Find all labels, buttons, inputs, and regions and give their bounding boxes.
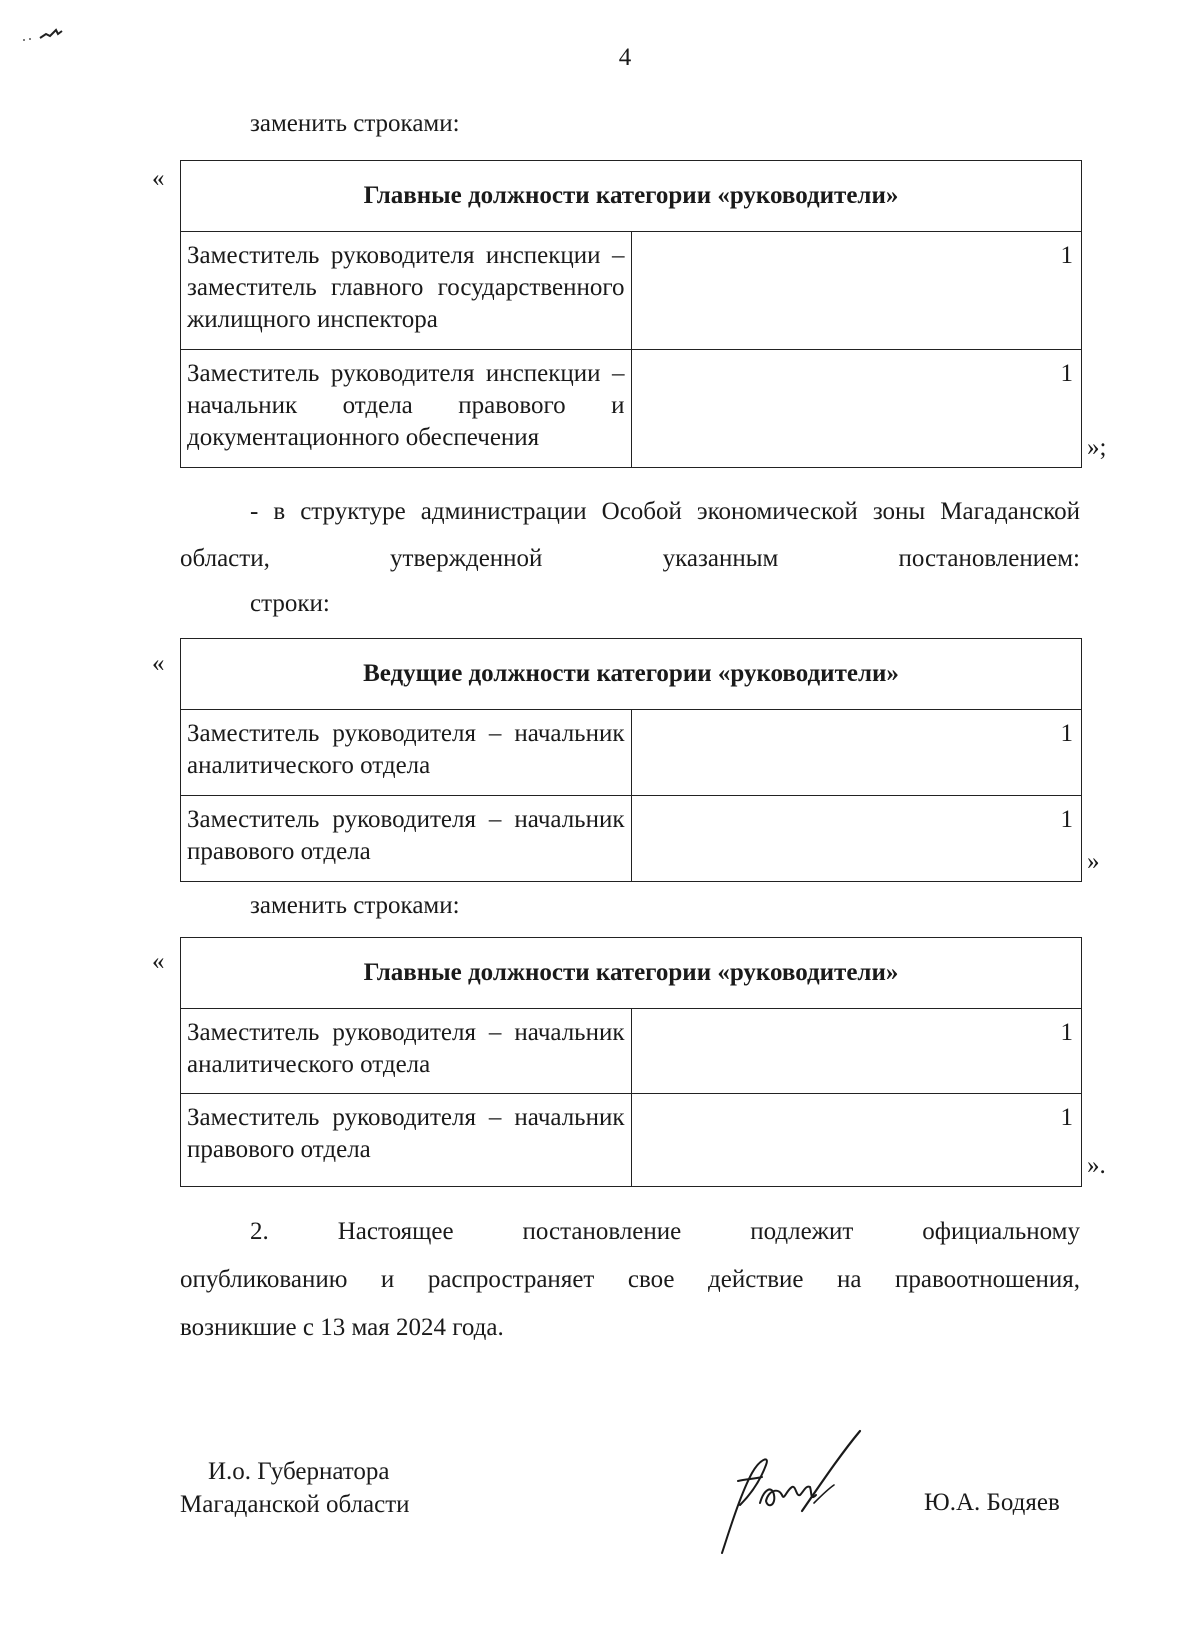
signatory-title	[180, 1455, 410, 1521]
table-header: Главные должности категории «руководители»	[181, 161, 1082, 232]
table-row	[181, 350, 1082, 468]
quote-open-1: «	[152, 165, 165, 192]
page-number: 4	[618, 44, 632, 71]
clause-2-line1: 2. Настоящее постановление подлежит официальному	[250, 1218, 1080, 1245]
table-header: Ведущие должности категории «руководители»	[181, 639, 1082, 710]
position-count: 1	[631, 232, 1082, 350]
position-name: Заместитель руководителя – начальник аналитического отдела	[181, 1009, 632, 1094]
position-count: 1	[631, 710, 1082, 796]
intro-lines: строки:	[250, 590, 330, 617]
table-row	[181, 710, 1082, 796]
table-header: Главные должности категории «руководители»	[181, 938, 1082, 1009]
table-row	[181, 1009, 1082, 1094]
intro-replace-1: заменить строками:	[250, 110, 460, 137]
clause-2-line3: возникшие с 13 мая 2024 года.	[180, 1314, 504, 1341]
position-count: 1	[631, 350, 1082, 468]
position-name: Заместитель руководителя – начальник правового отдела	[181, 796, 632, 882]
quote-open-2: «	[152, 650, 165, 677]
positions-table-2	[180, 638, 1082, 882]
signatory-title-line2: Магаданской области	[180, 1491, 410, 1518]
position-name: Заместитель руководителя инспекции – заместитель главного государственного жилищного инспектора	[181, 232, 632, 350]
intro-replace-2: заменить строками:	[250, 892, 460, 919]
quote-close-1: »;	[1087, 434, 1107, 461]
positions-table-1	[180, 160, 1082, 468]
table-row	[181, 796, 1082, 882]
item-sez-paragraph: - в структуре администрации Особой экономической зоны Магаданской области, утвержденной указанным постановлением:	[180, 498, 1080, 572]
table-row	[181, 1094, 1082, 1187]
position-name: Заместитель руководителя – начальник аналитического отдела	[181, 710, 632, 796]
position-count: 1	[631, 796, 1082, 882]
signatory-name: Ю.А. Бодяев	[924, 1489, 1060, 1516]
quote-close-2: »	[1087, 848, 1100, 875]
handwritten-signature	[710, 1425, 880, 1565]
quote-close-3: ».	[1087, 1152, 1106, 1179]
positions-table-3	[180, 937, 1082, 1187]
position-count: 1	[631, 1094, 1082, 1187]
clause-2-line2: опубликованию и распространяет свое действие на правоотношения,	[180, 1266, 1080, 1293]
table-row	[181, 232, 1082, 350]
position-name: Заместитель руководителя инспекции – начальник отдела правового и документационного обеспечения	[181, 350, 632, 468]
position-name: Заместитель руководителя – начальник правового отдела	[181, 1094, 632, 1187]
quote-open-3: «	[152, 948, 165, 975]
position-count: 1	[631, 1009, 1082, 1094]
signatory-title-line1: И.о. Губернатора	[208, 1458, 390, 1485]
